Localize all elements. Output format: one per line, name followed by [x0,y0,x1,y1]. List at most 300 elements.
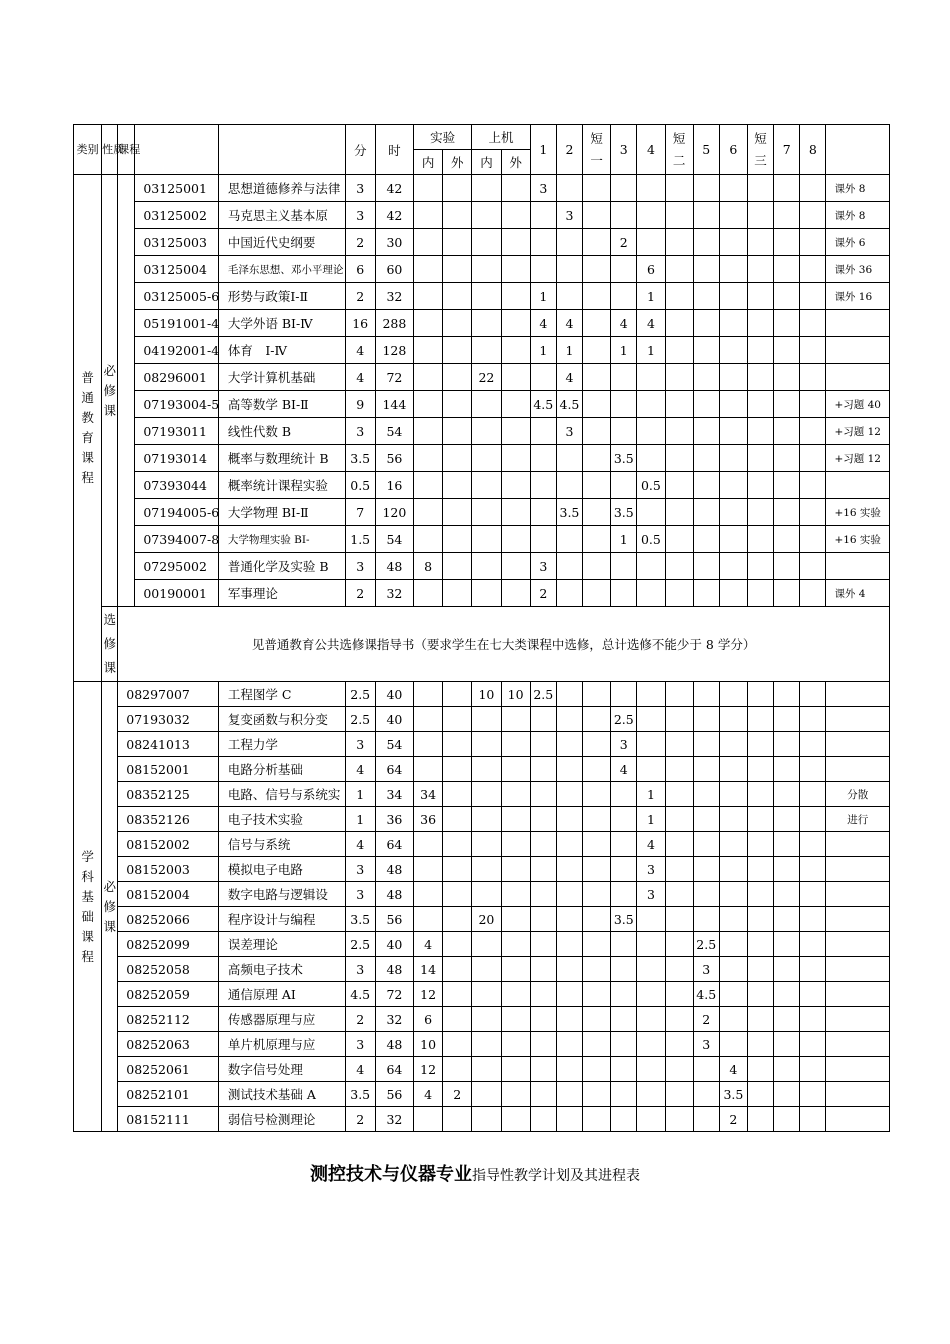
course-note: 分散 [826,782,890,807]
course-cell [719,782,747,807]
course-cell [583,957,611,982]
course-cell [443,445,472,472]
course-cell [472,1007,501,1032]
table-caption [0,1160,950,1186]
course-cell [443,283,472,310]
course-cell [443,1057,472,1082]
course-cell: 2.5 [345,932,375,957]
course-cell: 34 [375,782,413,807]
course-cell [693,732,719,757]
header-category: 类别 [74,125,102,175]
course-cell [747,580,773,607]
course-cell [583,580,611,607]
header-hours: 时 [375,125,413,175]
course-cell [774,732,800,757]
course-cell [472,256,501,283]
course-cell [501,283,530,310]
course-cell [556,472,582,499]
course-cell: 40 [375,932,413,957]
course-cell [774,526,800,553]
course-name: 传感器原理与应 [218,1007,345,1032]
course-name: 工程力学 [218,732,345,757]
header-code [135,125,219,175]
course-cell [800,682,826,707]
course-cell [583,364,611,391]
course-cell: 48 [375,1032,413,1057]
course-code: 03125001 [135,175,219,202]
category-general-education-char: 育 [81,430,94,445]
course-cell [747,283,773,310]
course-cell: 40 [375,682,413,707]
course-cell: 64 [375,832,413,857]
course-cell [665,553,693,580]
course-cell [472,229,501,256]
course-cell [414,283,443,310]
course-cell: 1 [637,807,665,832]
course-cell [800,418,826,445]
course-name: 中国近代史纲要 [218,229,345,256]
course-cell [747,832,773,857]
course-cell [472,472,501,499]
course-cell: 3 [637,857,665,882]
course-code: 08152001 [118,757,219,782]
course-cell [747,932,773,957]
table-row [74,707,890,732]
table-row [74,1057,890,1082]
nature-required-char: 必 [103,878,116,894]
course-cell [800,1007,826,1032]
header-short2: 短 二 [665,125,693,175]
course-cell [556,580,582,607]
course-cell [774,782,800,807]
course-cell [414,445,443,472]
course-cell: 32 [375,283,413,310]
course-cell [556,782,582,807]
course-cell [774,175,800,202]
course-cell: 0.5 [637,526,665,553]
course-cell [443,1107,472,1132]
course-cell [556,982,582,1007]
course-cell [443,499,472,526]
course-cell [747,364,773,391]
course-cell [556,256,582,283]
course-cell [637,175,665,202]
course-cell [747,1057,773,1082]
course-cell [443,982,472,1007]
course-cell [472,882,501,907]
course-cell: 3 [345,553,375,580]
course-cell [414,364,443,391]
course-cell [774,1057,800,1082]
course-cell: 1 [530,337,556,364]
course-cell [719,982,747,1007]
header-sem1: 1 [530,125,556,175]
course-cell [637,732,665,757]
course-cell: 3 [693,957,719,982]
header-sem6: 6 [719,125,747,175]
header-computer-inside: 内 [472,150,501,175]
course-cell [611,882,637,907]
course-cell [774,283,800,310]
course-cell [583,553,611,580]
course-code: 08252101 [118,1082,219,1107]
course-cell [611,1007,637,1032]
course-cell [800,553,826,580]
course-cell [774,832,800,857]
table-row [74,391,890,418]
course-cell [501,310,530,337]
course-cell [637,202,665,229]
course-cell [637,707,665,732]
course-cell: 3 [345,857,375,882]
course-cell: 2.5 [530,682,556,707]
course-cell [501,857,530,882]
course-cell [583,472,611,499]
course-cell [556,757,582,782]
course-cell [637,957,665,982]
course-cell [747,957,773,982]
course-cell [501,418,530,445]
course-cell [443,310,472,337]
course-cell: 14 [414,957,443,982]
course-cell [774,907,800,932]
course-cell [747,202,773,229]
course-cell [472,175,501,202]
course-cell: 1 [345,807,375,832]
course-cell: 3.5 [556,499,582,526]
course-cell [774,337,800,364]
course-cell [472,807,501,832]
course-cell [611,782,637,807]
course-cell [501,229,530,256]
course-cell [414,391,443,418]
course-cell [556,283,582,310]
course-code: 07193004-5 [135,391,219,418]
teaching-plan-table [73,124,890,1132]
course-cell [530,707,556,732]
course-cell [693,229,719,256]
course-cell [774,391,800,418]
course-cell [611,580,637,607]
nature-elective-char: 修 [103,636,116,651]
course-cell: 48 [375,553,413,580]
course-cell [611,391,637,418]
course-code: 03125004 [135,256,219,283]
course-cell [774,472,800,499]
course-cell [583,682,611,707]
table-row [74,957,890,982]
course-cell [665,337,693,364]
course-cell [800,907,826,932]
course-cell [747,782,773,807]
course-code: 07393044 [135,472,219,499]
course-cell [800,1082,826,1107]
course-code: 07394007-8 [135,526,219,553]
course-cell: 64 [375,1057,413,1082]
course-cell [800,707,826,732]
course-cell: 48 [375,957,413,982]
course-cell: 3.5 [345,445,375,472]
course-cell [472,580,501,607]
course-cell [472,283,501,310]
course-cell [637,580,665,607]
course-cell [800,310,826,337]
table-row [74,982,890,1007]
course-cell [583,932,611,957]
course-cell [556,1007,582,1032]
course-cell [472,707,501,732]
course-cell: 60 [375,256,413,283]
course-cell: 4.5 [693,982,719,1007]
course-cell: 3 [345,1032,375,1057]
course-note [826,757,890,782]
course-cell [800,526,826,553]
category-discipline-basics-char: 基 [81,888,94,904]
course-cell: 0.5 [345,472,375,499]
course-cell: 4 [637,310,665,337]
course-name: 数字信号处理 [218,1057,345,1082]
course-cell: 56 [375,1082,413,1107]
course-cell: 120 [375,499,413,526]
course-cell [665,283,693,310]
course-cell [414,337,443,364]
course-cell [693,857,719,882]
course-cell: 72 [375,364,413,391]
course-cell [665,982,693,1007]
course-cell [693,364,719,391]
course-cell [443,957,472,982]
course-code: 07193011 [135,418,219,445]
course-cell [665,202,693,229]
course-cell: 2.5 [611,707,637,732]
course-cell [611,982,637,1007]
course-cell [414,229,443,256]
course-cell [719,337,747,364]
course-cell [583,1007,611,1032]
course-code: 00190001 [135,580,219,607]
header-sem5: 5 [693,125,719,175]
course-cell [665,832,693,857]
course-cell [719,391,747,418]
course-cell [747,445,773,472]
course-cell: 3 [530,553,556,580]
course-note [826,857,890,882]
course-cell [443,882,472,907]
course-cell [719,932,747,957]
course-cell: 4 [611,757,637,782]
nature-elective [102,607,118,682]
course-cell: 4 [345,337,375,364]
course-cell [472,391,501,418]
course-cell: 2 [345,580,375,607]
course-note: 课外 16 [826,283,890,310]
course-name: 误差理论 [218,932,345,957]
course-cell [774,580,800,607]
course-cell [693,682,719,707]
course-note [826,310,890,337]
header-course: 课程 [118,125,135,175]
course-cell [530,256,556,283]
course-cell: 4 [530,310,556,337]
course-cell [774,364,800,391]
course-cell: 4.5 [556,391,582,418]
course-cell [556,1032,582,1057]
course-cell [414,472,443,499]
course-cell [443,580,472,607]
course-note [826,832,890,857]
course-cell: 10 [414,1032,443,1057]
course-cell [665,957,693,982]
course-cell: 6 [414,1007,443,1032]
table-row [74,732,890,757]
course-cell [611,553,637,580]
course-cell: 288 [375,310,413,337]
course-code: 08252063 [118,1032,219,1057]
course-cell: 2.5 [693,932,719,957]
course-cell [719,283,747,310]
course-cell [556,1082,582,1107]
course-cell: 30 [375,229,413,256]
course-note: +16 实验 [826,526,890,553]
course-code: 03125005-6 [135,283,219,310]
table-row [74,526,890,553]
course-cell [501,256,530,283]
course-cell [556,175,582,202]
course-note [826,364,890,391]
course-cell [501,337,530,364]
course-cell [693,445,719,472]
course-cell [501,832,530,857]
course-cell [719,807,747,832]
course-cell [637,1107,665,1132]
table-row [74,202,890,229]
course-cell [747,229,773,256]
course-cell [747,391,773,418]
course-code: 08152002 [118,832,219,857]
course-cell [774,418,800,445]
course-cell [472,982,501,1007]
course-cell [774,202,800,229]
course-cell [719,526,747,553]
table-row [74,229,890,256]
course-cell [774,857,800,882]
course-cell [414,418,443,445]
course-cell [774,707,800,732]
course-note [826,1057,890,1082]
course-name: 程序设计与编程 [218,907,345,932]
course-cell [637,364,665,391]
course-cell [611,1107,637,1132]
course-cell [583,732,611,757]
course-cell [665,229,693,256]
course-note [826,337,890,364]
course-cell [747,553,773,580]
course-cell: 36 [375,807,413,832]
table-row [74,553,890,580]
course-cell [719,957,747,982]
course-cell [414,580,443,607]
table-row [74,682,890,707]
course-cell: 3 [345,175,375,202]
table-row [74,932,890,957]
course-cell [800,499,826,526]
course-cell [556,807,582,832]
course-cell: 1 [345,782,375,807]
course-cell [556,229,582,256]
course-cell [583,337,611,364]
course-cell [556,526,582,553]
header-nature: 性质 [102,125,118,175]
course-cell [800,932,826,957]
course-cell [637,418,665,445]
course-cell: 4 [414,932,443,957]
course-cell: 54 [375,732,413,757]
course-cell [443,807,472,832]
course-cell [530,1032,556,1057]
course-name: 军事理论 [218,580,345,607]
course-cell [443,472,472,499]
course-cell: 3.5 [611,499,637,526]
course-name: 普通化学及实验 B [218,553,345,580]
table-row [74,1107,890,1132]
course-cell: 3.5 [611,907,637,932]
header-notes [826,125,890,175]
course-cell [637,391,665,418]
nature-required-char: 修 [103,382,116,398]
course-cell [472,782,501,807]
course-cell [583,832,611,857]
course-cell [501,807,530,832]
table-row [74,256,890,283]
course-cell [665,1107,693,1132]
course-cell [583,1082,611,1107]
header-sem8: 8 [800,125,826,175]
course-cell: 4 [345,832,375,857]
course-name: 弱信号检测理论 [218,1107,345,1132]
course-cell [501,499,530,526]
course-cell [800,175,826,202]
table-row [74,882,890,907]
course-cell [583,707,611,732]
course-cell: 3 [556,418,582,445]
course-cell: 36 [414,807,443,832]
course-code: 04192001-4 [135,337,219,364]
course-cell [665,175,693,202]
table-row [74,337,890,364]
table-row [74,757,890,782]
course-cell [611,832,637,857]
course-name: 模拟电子电路 [218,857,345,882]
course-note [826,732,890,757]
course-cell [556,682,582,707]
course-cell [472,1082,501,1107]
course-cell [556,832,582,857]
course-cell [719,907,747,932]
category-discipline-basics-char: 础 [81,908,94,924]
course-name: 线性代数 B [218,418,345,445]
course-cell [800,1057,826,1082]
course-cell [443,832,472,857]
course-cell [665,364,693,391]
course-cell [583,418,611,445]
nature-elective-char: 课 [103,660,116,675]
course-cell [774,310,800,337]
course-cell [800,882,826,907]
course-cell [530,526,556,553]
course-cell [472,757,501,782]
course-cell: 4 [345,757,375,782]
course-cell: 32 [375,1107,413,1132]
